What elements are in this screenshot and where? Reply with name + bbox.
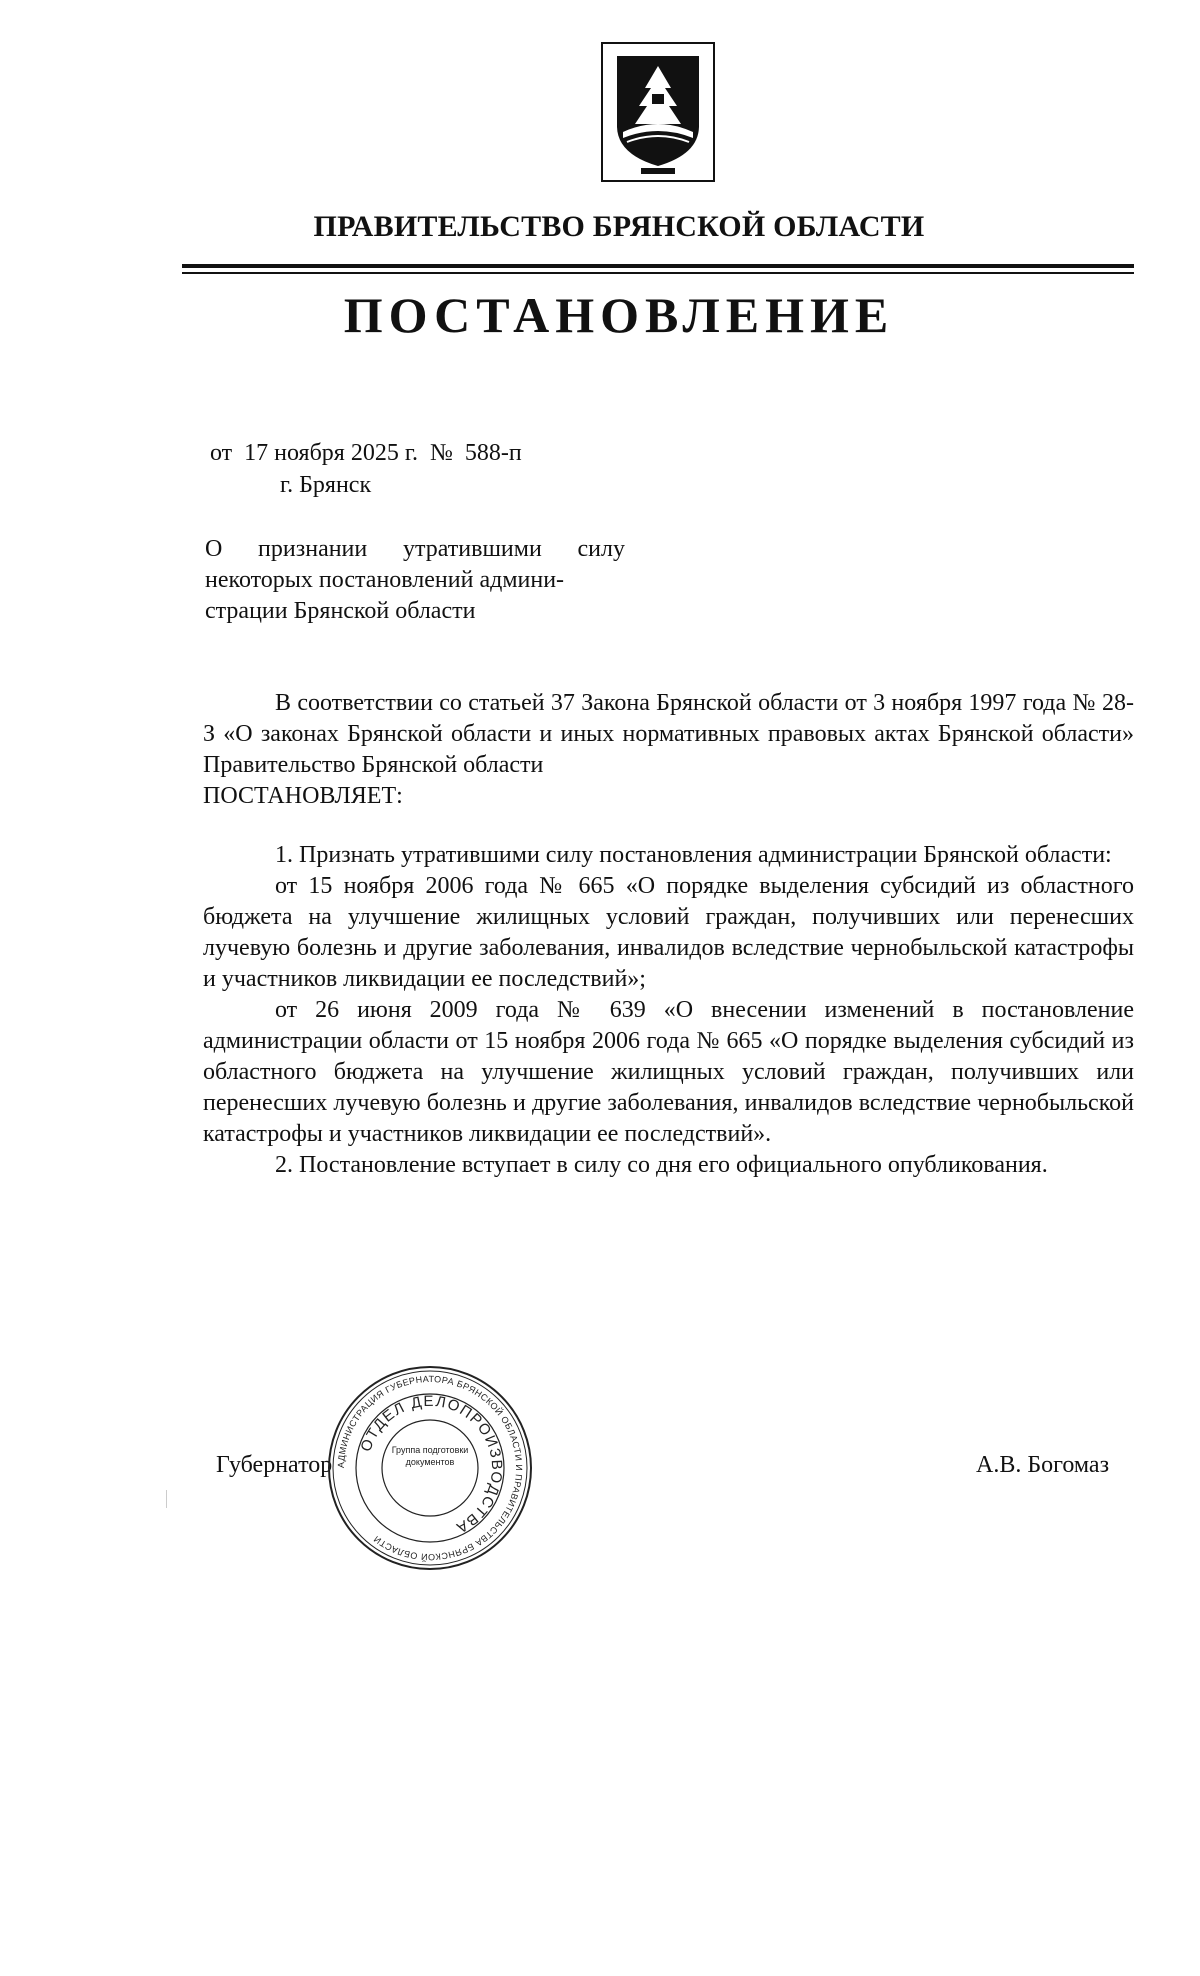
document-subject xyxy=(205,534,625,627)
signer-name: А.В. Богомаз xyxy=(976,1452,1110,1478)
header-rule-thick xyxy=(182,264,1134,268)
item-1-paragraph: 1. Признать утратившими силу постановления администрации Брянской области: xyxy=(275,842,1112,868)
signer-title: Губернатор xyxy=(216,1452,333,1478)
subject-line: некоторых постановлений админи- xyxy=(205,567,565,593)
preamble-paragraph: В соответствии со статьей 37 Закона Брянской области от 3 ноября 1997 года № 28-З «О законах Брянской области и иных нормативных правовых актах Брянской области» Правительство Брянской области xyxy=(203,690,1134,778)
margin-mark xyxy=(166,1490,167,1508)
seal-inner-text: Группа подготовки документов xyxy=(391,1445,469,1467)
coat-of-arms-emblem xyxy=(601,42,715,182)
resolves-word: ПОСТАНОВЛЯЕТ: xyxy=(203,783,403,809)
header-rule-thin xyxy=(182,272,1134,274)
office-seal-stamp xyxy=(326,1364,534,1572)
subject-line: О признании утратившими силу xyxy=(205,536,625,562)
item-1b-paragraph: от 26 июня 2009 года № 639 «О внесении изменений в постановление администрации области от 15 ноября 2006 года № 665 «О порядке выделения субсидий из областного бюджета на улучшение жилищных условий граждан, получивших или перенесших лучевую болезнь и другие заболевания, инвалидов вследствие чернобыльской катастрофы и участников ликвидации ее последствий». xyxy=(203,997,1134,1147)
seal-middle-text: ОТДЕЛ ДЕЛОПРОИЗВОДСТВА xyxy=(357,1392,506,1537)
item-2-paragraph: 2. Постановление вступает в силу со дня его официального опубликования. xyxy=(275,1152,1048,1178)
document-type: ПОСТАНОВЛЕНИЕ xyxy=(343,287,895,343)
date-number-line: от 17 ноября 2025 г. № 588-п xyxy=(210,440,522,466)
city-line: г. Брянск xyxy=(280,472,372,498)
document-body xyxy=(203,688,1134,1181)
subject-line: страции Брянской области xyxy=(205,598,476,624)
organization-name: ПРАВИТЕЛЬСТВО БРЯНСКОЙ ОБЛАСТИ xyxy=(313,210,925,243)
seal-outer-text: АДМИНИСТРАЦИЯ ГУБЕРНАТОРА БРЯНСКОЙ ОБЛАСТИ И ПРАВИТЕЛЬСТВА БРЯНСКОЙ ОБЛАСТИ xyxy=(335,1373,525,1563)
item-1a-paragraph: от 15 ноября 2006 года № 665 «О порядке выделения субсидий из областного бюджета на улучшение жилищных условий граждан, получивших или перенесших лучевую болезнь и другие заболевания, инвалидов вследствие чернобыльской катастрофы и участников ликвидации ее последствий»; xyxy=(203,873,1134,992)
